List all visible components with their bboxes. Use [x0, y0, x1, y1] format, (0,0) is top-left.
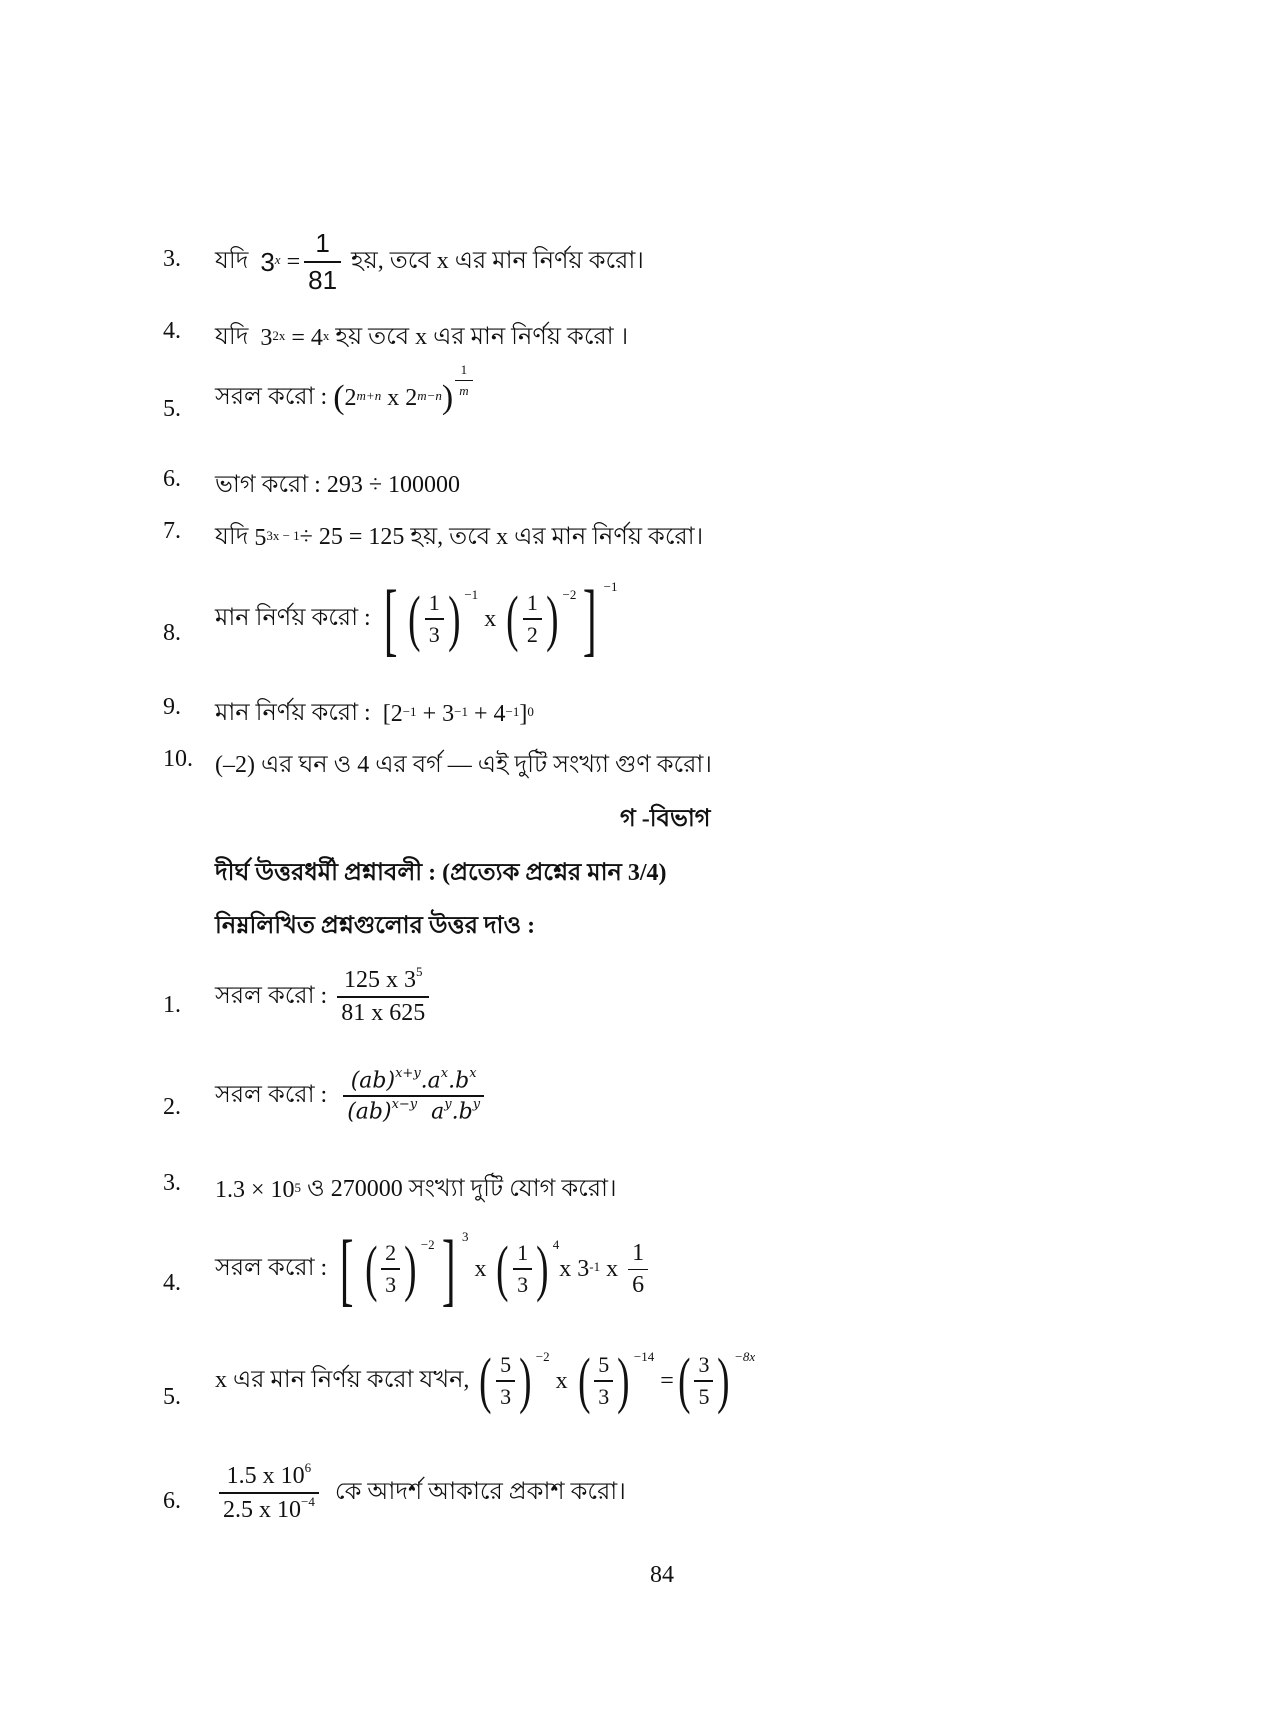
question-number: 10.	[163, 746, 193, 772]
question-number: 3.	[163, 1170, 181, 1196]
question-number: 3.	[163, 246, 181, 272]
question-number: 1.	[163, 992, 181, 1018]
question-number: 2.	[163, 1094, 181, 1120]
document-page: 3. যদি 3 $^x$ = $\frac{1}{81}$ হয়, তবে x এর মান নির্ণয় করো। 4. যদি 3 $^{2x}$ = 4 $^x$ হয় তবে x এর মান নির্ণয় করো । 5. সরল করো : ( 2 $^{m+n}$ x 2 $^{m-n}$ ) $\frac{1}{m}$ 6. ভাগ করো : 293 ÷ 100000 7. যদি 5 $^{3x - 1}$ ÷ 25 = 125 হয়, তবে x এর মান নির্ণয় করো। 8. মান নির্ণয় করো : [ ( $\frac{1}{3}$ ) $^{-1}$ x ( $\frac{1}{2}$ ) $^{-2}$ ] $^{-1}$ 9. মান নির্ণয় করো : [2 $^{-1}$ + 3 $^{-1}$ + 4 $^{-1}$ ] $^0$ 10. (–2) এর ঘন ও 4 এর বর্গ — এই দুটি সংখ্যা গুণ করো। গ -বিভাগ দীর্ঘ উত্তরধর্মী প্রশ্নাবলী : (প্রত্যেক প্রশ্নের মান 3/4) নিম্নলিখিত প্রশ্নগুলোর উত্তর দাও : 1. সরল করো : $\frac{125 x 3^5}{81 x 625}$ 2. সরল করো : $\frac{(ab)^{x+y}.a^x.b^x}{(ab)^{x-y} a^y.b^y}$ 3. 1.3 × 10 $^5$ ও 270000 সংখ্যা দুটি যোগ করো। 4. সরল করো : [ ( $\frac{2}{3}$ ) $^{-2}$ ] $^3$ x ( $\frac{1}{3}$ ) $^4$ x 3 $^{-1}$ x $\frac{1}{6}$ 5. x এর মান নির্ণয় করো যখন, ( $\frac{5}{3}$ ) $^{-2}$ x ( $\frac{5}{3}$ ) $^{-14}$ = ( $\frac{3}{5}$ ) $^{-8x}$ 6. $\frac{1.5 x 10^6}{2.5 x 10^{-4}}$ কে আদর্শ আকারে প্রকাশ করো। 84	[163, 228, 756, 1588]
section-heading: দীর্ঘ উত্তরধর্মী প্রশ্নাবলী : (প্রত্যেক প্রশ্নের মান 3/4)	[215, 860, 667, 886]
fraction: $\frac{1}{81}$	[304, 228, 341, 296]
question-number: 4.	[163, 318, 181, 344]
question-number: 4.	[163, 1270, 181, 1296]
section-title: গ -বিভাগ	[620, 806, 711, 832]
question-number: 7.	[163, 518, 181, 544]
question-number: 5.	[163, 1384, 181, 1410]
section-instruction: নিম্নলিখিত প্রশ্নগুলোর উত্তর দাও :	[215, 913, 536, 939]
question-number: 8.	[163, 620, 181, 646]
page-number: 84	[650, 1562, 674, 1588]
question-number: 5.	[163, 396, 181, 422]
question-number: 6.	[163, 466, 181, 492]
question-number: 6.	[163, 1488, 181, 1514]
question-number: 9.	[163, 694, 181, 720]
